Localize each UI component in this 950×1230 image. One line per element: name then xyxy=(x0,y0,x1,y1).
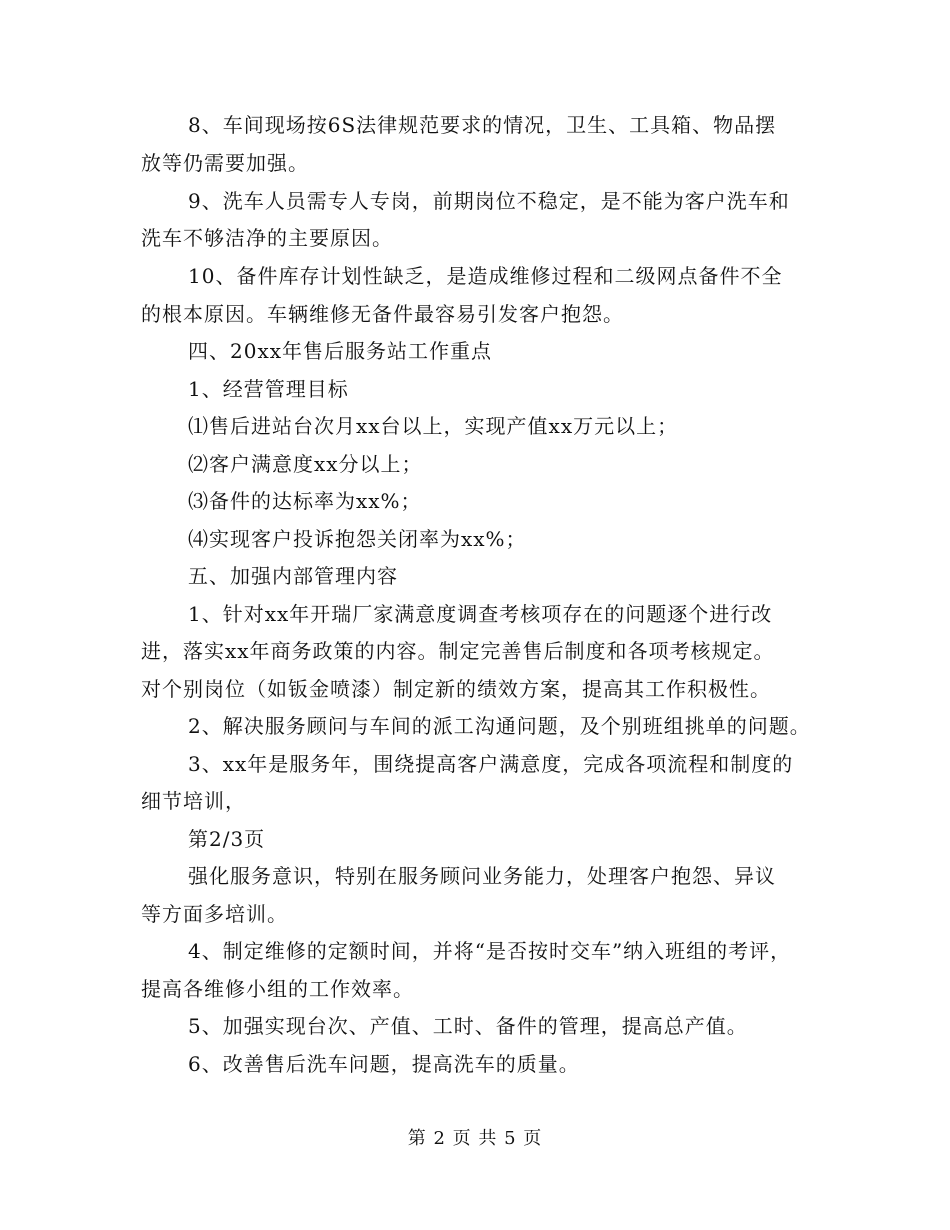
text-line: 放等仍需要加强。 xyxy=(141,151,309,175)
text-line: 提高各维修小组的工作效率。 xyxy=(141,977,414,1001)
text-line: 4、制定维修的定额时间，并将“是否按时交车”纳入班组的考评， xyxy=(188,939,792,963)
text-line: 等方面多培训。 xyxy=(141,902,288,926)
list-item: ⑴售后进站台次月xx台以上，实现产值xx万元以上； xyxy=(188,414,679,438)
text-line: 对个别岗位（如钣金喷漆）制定新的绩效方案，提高其工作积极性。 xyxy=(141,677,771,701)
subsection-heading: 1、经营管理目标 xyxy=(188,377,349,401)
section-heading: 四、20xx年售后服务站工作重点 xyxy=(188,339,493,363)
text-line: 8、车间现场按6S法律规范要求的情况，卫生、工具箱、物品摆 xyxy=(188,113,777,137)
text-line: 强化服务意识，特别在服务顾问业务能力，处理客户抱怨、异议 xyxy=(188,864,776,888)
page-footer: 第 2 页 共 5 页 xyxy=(407,1128,543,1149)
text-line: 5、加强实现台次、产值、工时、备件的管理，提高总产值。 xyxy=(188,1014,748,1038)
text-line: 的根本原因。车辆维修无备件最容易引发客户抱怨。 xyxy=(141,302,624,326)
text-line: 洗车不够洁净的主要原因。 xyxy=(141,226,393,250)
text-line: 细节培训， xyxy=(141,789,246,813)
text-line: 9、洗车人员需专人专岗，前期岗位不稳定，是不能为客户洗车和 xyxy=(188,189,790,213)
list-item: ⑷实现客户投诉抱怨关闭率为xx%； xyxy=(188,527,527,551)
text-line: 3、xx年是服务年，围绕提高客户满意度，完成各项流程和制度的 xyxy=(188,752,794,776)
text-line: 6、改善售后洗车问题，提高洗车的质量。 xyxy=(188,1052,580,1076)
list-item: ⑵客户满意度xx分以上； xyxy=(188,452,423,476)
section-heading: 五、加强内部管理内容 xyxy=(188,564,398,588)
text-line: 进，落实xx年商务政策的内容。制定完善售后制度和各项考核规定。 xyxy=(141,639,775,663)
text-line: 10、备件库存计划性缺乏，是造成维修过程和二级网点备件不全 xyxy=(188,264,783,288)
list-item: ⑶备件的达标率为xx%； xyxy=(188,489,422,513)
text-line: 1、针对xx年开瑞厂家满意度调查考核项存在的问题逐个进行改 xyxy=(188,602,773,626)
inline-page-marker: 第2/3页 xyxy=(188,827,266,851)
text-line: 2、解决服务顾问与车间的派工沟通问题，及个别班组挑单的问题。 xyxy=(188,714,811,738)
